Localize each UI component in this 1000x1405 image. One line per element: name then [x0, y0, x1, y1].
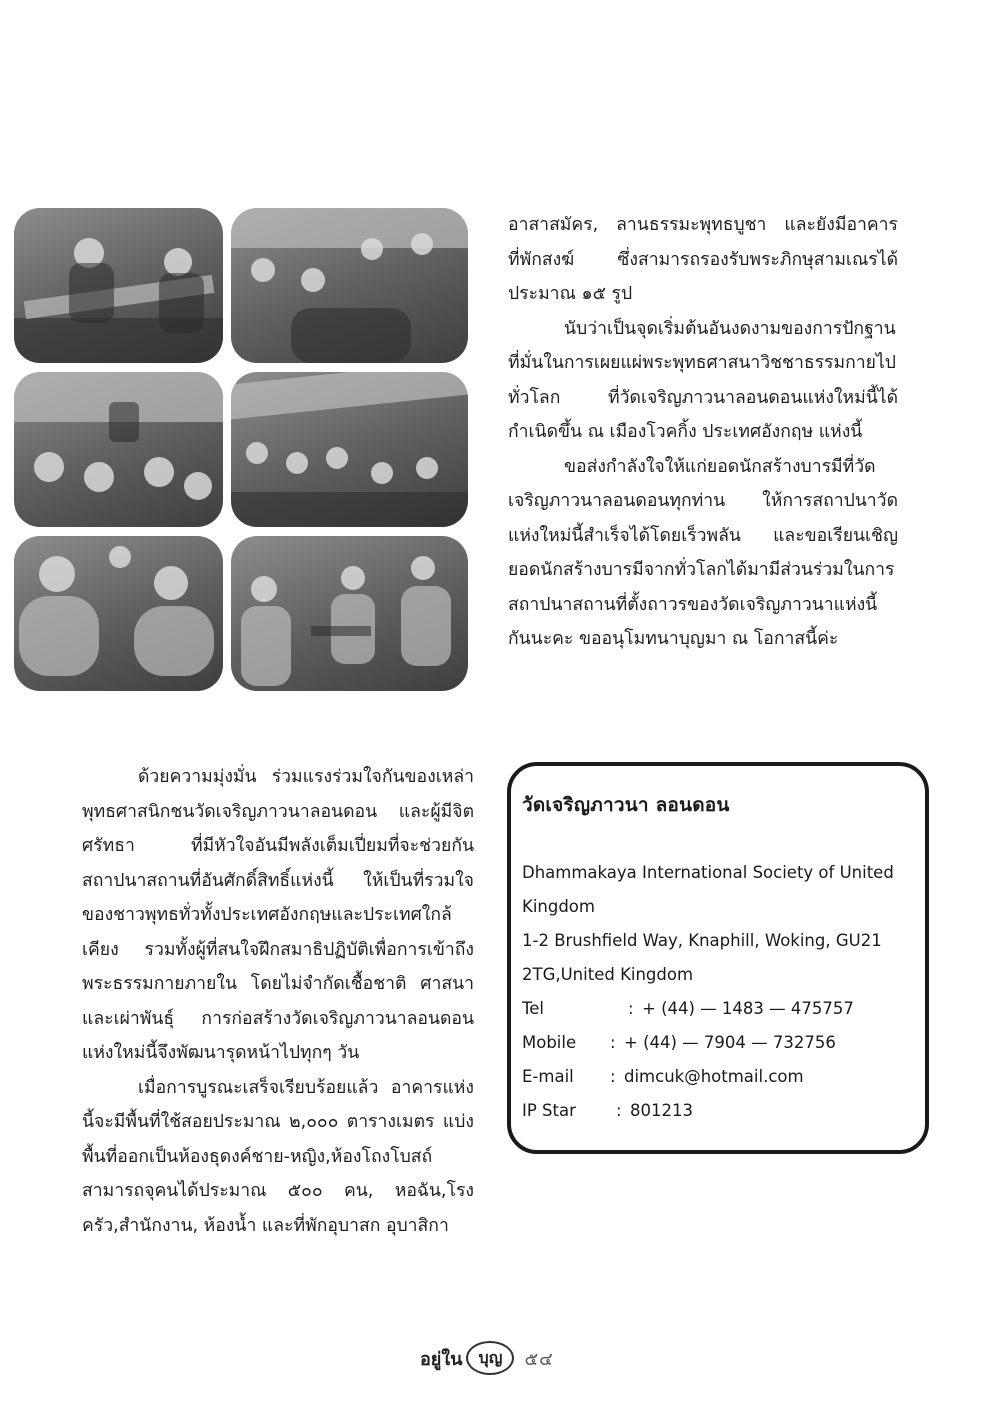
- contact-colon: :: [616, 1101, 622, 1120]
- contact-row-mobile: [522, 1026, 917, 1060]
- contact-value: dimcuk@hotmail.com: [624, 1067, 804, 1086]
- photo-monks-working: [14, 208, 223, 363]
- contact-label: IP Star: [522, 1101, 576, 1120]
- address: 1-2 Brushfield Way, Knaphill, Woking, GU21 2TG,United Kingdom: [522, 931, 882, 984]
- contact-colon: :: [610, 1067, 616, 1086]
- top-paragraph: อาสาสมัคร, ลานธรรมะพุทธบูชา และยังมีอาคารที่พักสงฆ์ ซึ่งสามารถรองรับพระภิกษุสามเณรได้ประมาณ ๑๕ รูป: [508, 215, 898, 304]
- contact-colon: :: [628, 999, 634, 1018]
- top-paragraph: นับว่าเป็นจุดเริ่มต้นอันงดงามของการปักฐานที่มั่นในการเผยแผ่พระพุทธศาสนาวิชชาธรรมกายไปทั่วโลก ที่วัดเจริญภาวนาลอนดอนแห่งใหม่นี้ได้กำเนิดขึ้น ณ เมืองโวคกิ้ง ประเทศอังกฤษ แห่งนี้: [508, 318, 898, 442]
- contact-row-ipstar: [522, 1094, 917, 1128]
- contact-value: 801213: [630, 1101, 693, 1120]
- page-number: ๕๔: [524, 1348, 554, 1370]
- photo-congregation-tent: [231, 372, 468, 527]
- photo-group-gathering: [231, 208, 468, 363]
- contact-row-email: [522, 1060, 917, 1094]
- organization-name: Dhammakaya International Society of United Kingdom: [522, 863, 894, 916]
- left-paragraph: ด้วยความมุ่งมั่น ร่วมแรงร่วมใจกันของเหล่าพุทธศาสนิกชนวัดเจริญภาวนาลอนดอน และผู้มีจิตศรัทธา ที่มีหัวใจอันมีพลังเต็มเปี่ยมที่จะช่วยกันสถาปนาสถานที่อันศักดิ์สิทธิ์แห่งนี้ ให้เป็นที่รวมใจของชาวพุทธทั่วทั้งประเทศอังกฤษและประเทศใกล้เคียง รวมทั้งผู้ที่สนใจฝึกสมาธิปฏิบัติเพื่อการเข้าถึงพระธรรมกายภายใน โดยไม่จำกัดเชื้อชาติ ศาสนา และเผ่าพันธุ์ การก่อสร้างวัดเจริญภาวนาลอนดอนแห่งใหม่นี้จึงพัฒนารุดหน้าไปทุกๆ วัน: [82, 767, 474, 1063]
- contact-label: Tel: [522, 999, 545, 1018]
- photo-meditators-seated: [14, 536, 223, 691]
- contact-row-tel: [522, 992, 917, 1026]
- contact-info-box: [507, 762, 929, 1154]
- page-footer: [420, 1338, 554, 1378]
- photo-grid: [14, 208, 468, 692]
- temple-name: วัดเจริญภาวนา ลอนดอน: [522, 794, 730, 816]
- contact-colon: :: [610, 1033, 616, 1052]
- top-text-column: [508, 208, 898, 657]
- contact-value: + (44) — 7904 — 732756: [624, 1033, 836, 1052]
- photo-meditation-hall: [14, 372, 223, 527]
- top-paragraph: ขอส่งกำลังใจให้แก่ยอดนักสร้างบารมีที่วัดเจริญภาวนาลอนดอนทุกท่าน ให้การสถาปนาวัดแห่งใหม่นี้สำเร็จได้โดยเร็วพลัน และขอเรียนเชิญยอดนักสร้างบารมีจากทั่วโลกได้มามีส่วนร่วมในการสถาปนาสถานที่ตั้งถาวรของวัดเจริญภาวนาแห่งนี้กันนะคะ ขออนุโมทนาบุญมา ณ โอกาสนี้ค่ะ: [508, 456, 898, 649]
- contact-label: Mobile: [522, 1033, 577, 1052]
- magazine-logo-word: อยู่ใน: [420, 1348, 463, 1370]
- contact-label: E-mail: [522, 1067, 574, 1086]
- left-paragraph: เมื่อการบูรณะเสร็จเรียบร้อยแล้ว อาคารแห่งนี้จะมีพื้นที่ใช้สอยประมาณ ๒,๐๐๐ ตารางเมตร แบ่งพื้นที่ออกเป็นห้องธุดงค์ชาย-หญิง,ห้องโถงโบสถ์ สามารถจุคนได้ประมาณ ๕๐๐ คน, หอฉัน,โรงครัว,สำนักงาน, ห้องน้ำ และที่พักอุบาสก อุบาสิกา: [82, 1077, 474, 1236]
- left-text-column: [82, 760, 474, 1243]
- photo-children-gathering: [231, 536, 468, 691]
- magazine-logo-ring: บุญ: [466, 1341, 514, 1375]
- contact-value: + (44) — 1483 — 475757: [642, 999, 854, 1018]
